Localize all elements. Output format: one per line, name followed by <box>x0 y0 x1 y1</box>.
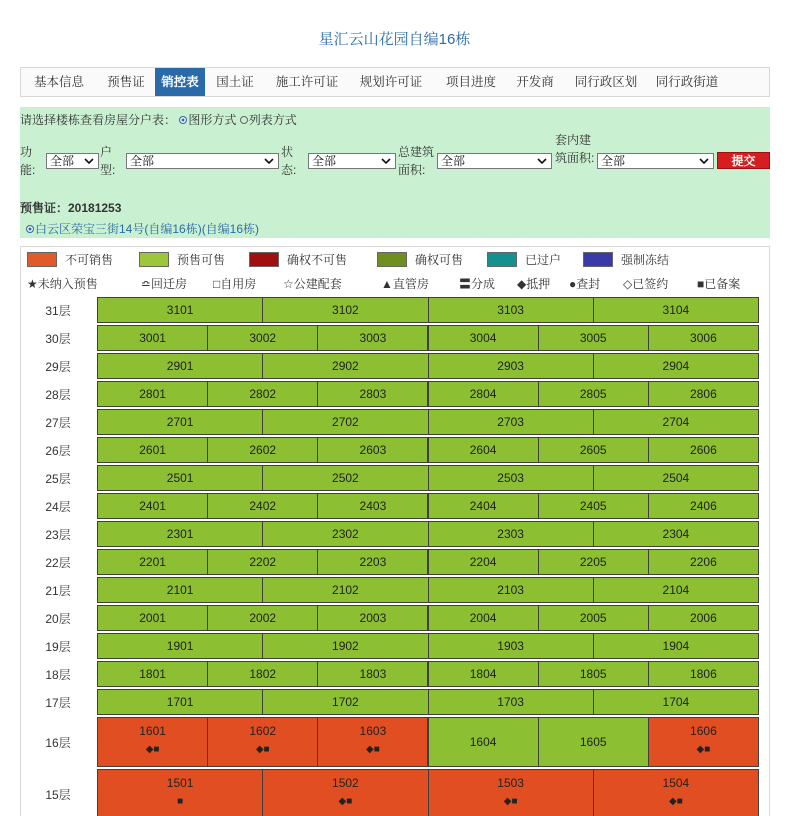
floor-label: 15层 <box>45 788 71 802</box>
total-area-label: 总建筑面积: <box>398 145 435 177</box>
view-graphic-label[interactable]: 图形方式 <box>188 113 237 127</box>
chevron-down-icon <box>536 155 548 167</box>
legend-item <box>487 251 561 268</box>
sales-control-grid <box>20 246 770 816</box>
unit-cell[interactable]: 2205 <box>538 549 649 575</box>
unit-cell[interactable]: 3002 <box>207 325 318 351</box>
unit-cell[interactable]: 2402 <box>207 493 318 519</box>
legend-swatch <box>27 252 57 267</box>
chevron-down-icon <box>263 155 275 167</box>
unit-cell[interactable]: 2104 <box>593 577 759 603</box>
unit-cell[interactable]: 2405 <box>538 493 649 519</box>
symbol-legend-item: ▲直管房 <box>381 277 429 291</box>
unit-cell[interactable]: 2804 <box>428 381 539 407</box>
unit-marks: ◆■ <box>145 744 160 755</box>
unit-cell[interactable] <box>648 717 759 767</box>
unit-cell[interactable]: 2803 <box>317 381 428 407</box>
legend-swatch <box>377 252 407 267</box>
symbol-legend-item: □自用房 <box>213 277 257 291</box>
chevron-down-icon <box>698 155 710 167</box>
unit-number: 1502 <box>332 776 359 790</box>
unit-cell[interactable]: 1801 <box>97 661 208 687</box>
floor-label: 19层 <box>45 640 71 654</box>
unit-cell[interactable]: 3004 <box>428 325 539 351</box>
floor-label: 16层 <box>45 736 71 750</box>
unit-number: 1601 <box>139 724 166 738</box>
tab-bar <box>20 67 770 97</box>
unit-marks: ◆■ <box>669 796 683 807</box>
floor-label: 18层 <box>45 668 71 682</box>
total-area-select[interactable]: 全部 <box>437 153 552 169</box>
symbol-legend-item: ■已备案 <box>697 277 741 291</box>
unit-cell[interactable]: 2606 <box>648 437 759 463</box>
unit-cell[interactable]: 2101 <box>97 577 263 603</box>
tab-3[interactable]: 国土证 <box>216 75 254 89</box>
legend-label: 不可销售 <box>65 253 114 267</box>
unit-cell[interactable]: 2501 <box>97 465 263 491</box>
unit-cell[interactable]: 2605 <box>538 437 649 463</box>
floor-label: 23层 <box>45 528 71 542</box>
status-select[interactable]: 全部 <box>308 153 396 169</box>
unit-cell[interactable]: 1701 <box>97 689 263 715</box>
unit-cell[interactable]: 2004 <box>428 605 539 631</box>
floor-label: 29层 <box>45 360 71 374</box>
symbol-legend-item: ●查封 <box>569 277 601 291</box>
unit-cell[interactable]: 2003 <box>317 605 428 631</box>
unit-cell[interactable]: 3103 <box>428 297 594 323</box>
unit-marks: ◆■ <box>503 796 518 807</box>
unit-cell[interactable]: 2002 <box>207 605 318 631</box>
unit-number: 1602 <box>249 724 277 738</box>
unit-number: 1504 <box>662 776 690 790</box>
unit-cell[interactable]: 2502 <box>262 465 428 491</box>
legend-label: 强制冻结 <box>621 253 670 267</box>
unit-cell[interactable]: 2006 <box>648 605 759 631</box>
symbol-legend-item: ◆抵押 <box>517 277 551 291</box>
legend-item <box>249 251 347 268</box>
unit-cell[interactable] <box>97 717 208 767</box>
unit-marks: ◆■ <box>696 744 711 755</box>
unit-number: 1501 <box>166 776 194 790</box>
unit-cell[interactable]: 2206 <box>648 549 759 575</box>
unit-cell[interactable]: 2304 <box>593 521 759 547</box>
inner-area-select[interactable]: 全部 <box>597 153 714 169</box>
unit-marks: ◆■ <box>255 744 270 755</box>
unit-cell[interactable]: 1703 <box>428 689 594 715</box>
unit-cell[interactable]: 2904 <box>593 353 759 379</box>
unit-cell[interactable]: 2901 <box>97 353 263 379</box>
unit-cell[interactable]: 1605 <box>538 717 649 767</box>
unit-cell[interactable] <box>97 769 263 816</box>
unit-marks: ◆■ <box>338 796 353 807</box>
unit-cell[interactable]: 2801 <box>97 381 208 407</box>
tab-4[interactable]: 施工许可证 <box>275 75 339 89</box>
unit-cell[interactable]: 2303 <box>428 521 594 547</box>
tab-5[interactable]: 规划许可证 <box>359 75 423 89</box>
legend-label: 确权不可售 <box>287 253 348 267</box>
legend-swatch <box>139 252 169 267</box>
status-label: 状态: <box>281 145 297 177</box>
unit-cell[interactable]: 2204 <box>428 549 539 575</box>
unit-cell[interactable]: 2701 <box>97 409 263 435</box>
floor-label: 20层 <box>45 612 71 626</box>
unit-cell[interactable]: 1805 <box>538 661 649 687</box>
unit-cell[interactable]: 3003 <box>317 325 428 351</box>
tab-7[interactable]: 开发商 <box>516 75 554 89</box>
unit-cell[interactable]: 2805 <box>538 381 649 407</box>
unit-cell[interactable]: 1902 <box>262 633 428 659</box>
unit-type-select[interactable]: 全部 <box>126 153 279 169</box>
unit-cell[interactable]: 2401 <box>97 493 208 519</box>
legend-swatch <box>487 252 517 267</box>
unit-cell[interactable]: 2103 <box>428 577 594 603</box>
tab-8[interactable]: 同行政区划 <box>574 75 638 89</box>
floor-label: 31层 <box>45 304 71 318</box>
legend-item <box>583 251 669 268</box>
legend-item <box>27 251 113 268</box>
unit-marks: ■ <box>177 796 184 807</box>
unit-cell[interactable]: 2601 <box>97 437 208 463</box>
chevron-down-icon <box>380 155 392 167</box>
function-select[interactable]: 全部 <box>46 153 99 169</box>
unit-cell[interactable]: 3006 <box>648 325 759 351</box>
legend-label: 确权可售 <box>415 253 464 267</box>
function-label: 功能: <box>20 145 36 177</box>
view-list-label[interactable]: 列表方式 <box>248 113 297 127</box>
legend-label: 已过户 <box>525 253 562 267</box>
unit-cell[interactable] <box>262 769 428 816</box>
unit-cell[interactable]: 2001 <box>97 605 208 631</box>
unit-cell[interactable]: 2005 <box>538 605 649 631</box>
radio-graphic[interactable] <box>179 116 187 124</box>
floor-label: 21层 <box>45 584 71 598</box>
unit-cell[interactable]: 2301 <box>97 521 263 547</box>
unit-cell[interactable]: 2201 <box>97 549 208 575</box>
legend-label: 预售可售 <box>177 253 226 267</box>
unit-cell[interactable]: 2602 <box>207 437 318 463</box>
floor-label: 27层 <box>45 416 71 430</box>
radio-list[interactable] <box>240 116 248 124</box>
tab-1[interactable]: 预售证 <box>107 75 145 89</box>
unit-cell[interactable]: 3101 <box>97 297 263 323</box>
floor-label: 30层 <box>45 332 71 346</box>
unit-cell[interactable]: 2703 <box>428 409 594 435</box>
unit-cell[interactable]: 1806 <box>648 661 759 687</box>
submit-button[interactable]: 提交 <box>717 152 770 169</box>
unit-cell[interactable]: 1702 <box>262 689 428 715</box>
unit-cell[interactable]: 2603 <box>317 437 428 463</box>
tab-0[interactable]: 基本信息 <box>33 75 84 89</box>
unit-cell[interactable]: 2903 <box>428 353 594 379</box>
symbol-legend-item: 〓分成 <box>459 277 496 291</box>
unit-cell[interactable]: 1704 <box>593 689 759 715</box>
unit-cell[interactable]: 2202 <box>207 549 318 575</box>
unit-cell[interactable] <box>317 717 428 767</box>
unit-cell[interactable]: 2302 <box>262 521 428 547</box>
building-option[interactable]: 白云区荣宝三街14号(自编16栋)(自编16栋) <box>26 220 259 237</box>
unit-cell[interactable]: 3001 <box>97 325 208 351</box>
floor-label: 22层 <box>45 556 71 570</box>
unit-cell[interactable]: 2403 <box>317 493 428 519</box>
unit-marks: ◆■ <box>366 744 380 755</box>
chevron-down-icon <box>83 155 95 167</box>
unit-cell[interactable]: 1604 <box>428 717 539 767</box>
unit-cell[interactable]: 2406 <box>648 493 759 519</box>
unit-number: 1503 <box>497 776 524 790</box>
symbol-legend-item: ☆公建配套 <box>283 277 342 291</box>
unit-cell[interactable]: 1804 <box>428 661 539 687</box>
building-radio[interactable] <box>26 225 34 233</box>
floor-label: 24层 <box>45 500 71 514</box>
unit-cell[interactable]: 1904 <box>593 633 759 659</box>
view-mode-row <box>20 111 297 128</box>
unit-cell[interactable]: 2503 <box>428 465 594 491</box>
unit-cell[interactable]: 1802 <box>207 661 318 687</box>
legend-item <box>139 251 225 268</box>
tab-2[interactable]: 销控表 <box>155 68 205 96</box>
floor-label: 28层 <box>45 388 71 402</box>
unit-cell[interactable] <box>593 769 759 816</box>
unit-number: 1603 <box>359 724 387 738</box>
presale-permit: 预售证：20181253 <box>20 201 122 215</box>
page-title: 星汇云山花园自编16栋 <box>318 31 471 48</box>
unit-number: 1606 <box>690 724 717 738</box>
legend-item <box>377 251 463 268</box>
view-prompt: 请选择楼栋查看房屋分户表： <box>20 113 177 127</box>
unit-cell[interactable]: 2802 <box>207 381 318 407</box>
legend-swatch <box>583 252 613 267</box>
unit-cell[interactable]: 1803 <box>317 661 428 687</box>
floor-label: 25层 <box>45 472 71 486</box>
tab-6[interactable]: 项目进度 <box>445 75 496 89</box>
unit-cell[interactable]: 2102 <box>262 577 428 603</box>
unit-cell[interactable]: 2704 <box>593 409 759 435</box>
floor-label: 26层 <box>45 444 71 458</box>
floor-label: 17层 <box>45 696 71 710</box>
unit-cell[interactable]: 3005 <box>538 325 649 351</box>
symbol-legend-item: ≏回迁房 <box>141 277 188 291</box>
unit-cell[interactable]: 2604 <box>428 437 539 463</box>
unit-cell[interactable]: 2702 <box>262 409 428 435</box>
unit-cell[interactable]: 1901 <box>97 633 263 659</box>
symbol-legend-item: ◇已签约 <box>623 277 669 291</box>
inner-area-label: 套内建筑面积: <box>555 133 595 165</box>
unit-cell[interactable]: 2203 <box>317 549 428 575</box>
unit-cell[interactable]: 2404 <box>428 493 539 519</box>
tab-9[interactable]: 同行政街道 <box>655 75 719 89</box>
unit-cell[interactable]: 2806 <box>648 381 759 407</box>
unit-cell[interactable] <box>207 717 318 767</box>
unit-type-label: 户型: <box>100 145 116 177</box>
unit-cell[interactable]: 2902 <box>262 353 428 379</box>
symbol-legend-item: ★未纳入预售 <box>27 277 98 291</box>
legend-swatch <box>249 252 279 267</box>
unit-cell[interactable] <box>428 769 594 816</box>
unit-cell[interactable]: 3104 <box>593 297 759 323</box>
unit-cell[interactable]: 1903 <box>428 633 594 659</box>
unit-cell[interactable]: 2504 <box>593 465 759 491</box>
unit-cell[interactable]: 3102 <box>262 297 428 323</box>
filter-panel <box>20 107 770 238</box>
